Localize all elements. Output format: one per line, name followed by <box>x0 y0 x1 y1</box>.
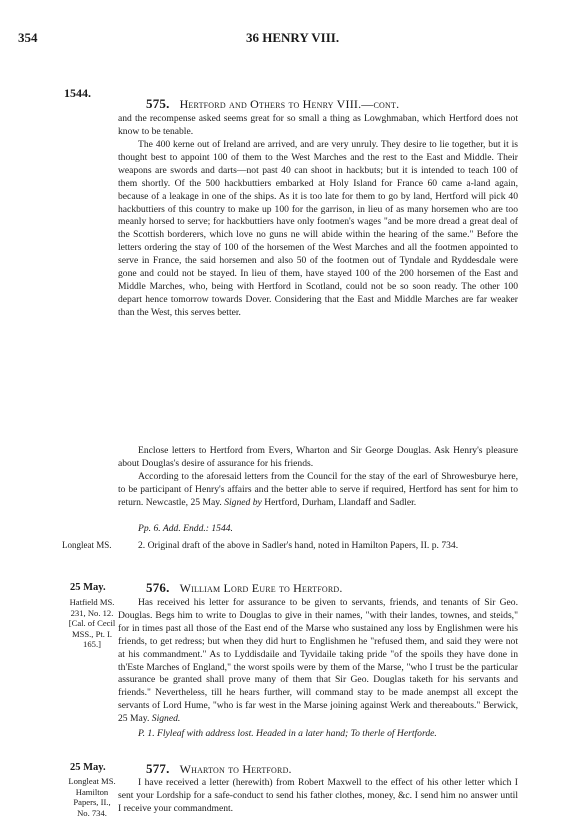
entry-576-number: 576. <box>146 580 170 595</box>
entry-575-paragraph-1: and the recompense asked seems great for so small a thing as Lowghmaban, which Hertford does not know to be tenable. <box>118 113 518 137</box>
entry-575-signed-label: Signed by <box>224 496 262 508</box>
entry-575-paragraph-3: Enclose letters to Hertford from Evers, Wharton and Sir George Douglas. Ask Henry's pleasure about Douglas's desire of assurance for his friends. <box>118 445 518 469</box>
entry-576-date: 25 May. <box>70 582 106 593</box>
entry-575-number: 575. <box>146 96 170 111</box>
entry-575-note-2: 2. Original draft of the above in Sadler's hand, noted in Hamilton Papers, II. p. 734. <box>138 540 459 551</box>
entry-575-meta <box>118 523 518 536</box>
entry-576-meta-text: P. 1. Flyleaf with address lost. Headed in a later hand; To therle of Hertforde. <box>138 728 437 739</box>
entry-575-heading <box>146 96 399 112</box>
entry-577-heading <box>146 761 292 777</box>
entry-575-title: Hertford and Others to Henry VIII.—cont. <box>179 97 400 111</box>
entry-577-body: I have received a letter (herewith) from Robert Maxwell to the effect of his other letter which I sent your Lordship for a safe-conduct to send his father clothes, money, &c. I send him no answer until I receive your commandment. <box>118 777 518 814</box>
entry-575-paragraph-2: The 400 kerne out of Ireland are arrived, and are very unruly. They desire to lie together, but it is thought best to appoint 100 of them to the West Marches and the rest to the East and Middle. Their weapons are swords and darts—not past 40 can shoot in hackbuts; but it is intended to teach 100 of them shortly. Of the 500 hackbuttiers embarked at Holy Island for France 60 came a-land again, because of a leakage in one of the ships. As it is too late for them to go by land, Hertford will pick 40 hackbuttiers of this country to make up 100 for the garrison, in lieu of as many horsemen who are too meanly horsed to serve; for hackbuttiers have only footmen's wages "and be more dread a great deal of the Scottish borderers, which love no guns ne will abide within the hearing of the same." Before the letters ordering the stay of 100 of the horsemen of the West Marches and all the footmen appointed to serve in France, the said horsemen and also 50 of the footmen out of Tyndale and Ryddesdale were gone and could not be stayed. In lieu of them, have stayed 100 of the 200 horsemen of the East and Middle Marches, who, being with Hertford in Scotland, could not be so soon ready. The other 100 depart hence tomorrow towards Dover. Considering that the East and Middle Marches are far weaker than the West, this serves better. <box>118 139 518 318</box>
entry-575-paragraph-4 <box>118 471 518 510</box>
entry-576-source: Hatfield MS. 231, No. 12. [Cal. of Cecil MSS., Pt. I. 165.] <box>68 597 116 649</box>
longleat-margin-note: Longleat MS. <box>62 540 112 550</box>
page-number: 354 <box>18 30 38 45</box>
entry-576-body <box>118 597 518 726</box>
entry-575-signers: Hertford, Durham, Llandaff and Sadler. <box>264 496 417 508</box>
entry-576-signed: Signed. <box>151 713 181 725</box>
entry-577-date: 25 May. <box>70 762 106 773</box>
entry-576-heading <box>146 580 343 596</box>
entry-575-meta-text: Pp. 6. Add. Endd.: 1544. <box>138 523 233 534</box>
entry-576-body-text: Has received his letter for assurance to be given to servants, friends, and tenants of Sir Geo. Douglas. Begs him to write to Douglas to give in their names, "with their landes, townes, and steids," for in times past all those of the East end of the Marse who sustained any loss by Englishmen were his friends, to get redress; but when they did hurt to Englishmen he "refused them, and said they were not at his commandment." As to Lyddisdaile and Tyvidaile taking pride "of the spoils they have done in th'Este Marches of England," the worst spoils were by them of the Marse, "who I trust be the particular assurance be granted shall prove many of them that Sir Geo. Douglas taketh for his servants and friends." Nevertheless, till he hears further, will command stay to be made anempst all except the servants of Lord Hume, "who is far west in the Marse joining against Werk and thereabouts." Berwick, 25 May. <box>118 597 518 725</box>
entry-576-title: William Lord Eure to Hertford. <box>179 581 343 595</box>
entry-577-title: Wharton to Hertford. <box>179 762 292 776</box>
running-title: 36 HENRY VIII. <box>246 30 340 45</box>
year-margin: 1544. <box>64 86 91 100</box>
entry-575-p4-text: According to the aforesaid letters from the Council for the stay of the earl of Shrowesburye here, to be participant of Henry's affairs and the better able to serve if required, Hertford has sent for him to return. Newcastle, 25 May. <box>118 471 518 508</box>
entry-576-meta <box>118 728 518 741</box>
entry-577-number: 577. <box>146 761 170 776</box>
entry-577-source: Longleat MS. Hamilton Papers, II., No. 734. <box>68 776 116 818</box>
